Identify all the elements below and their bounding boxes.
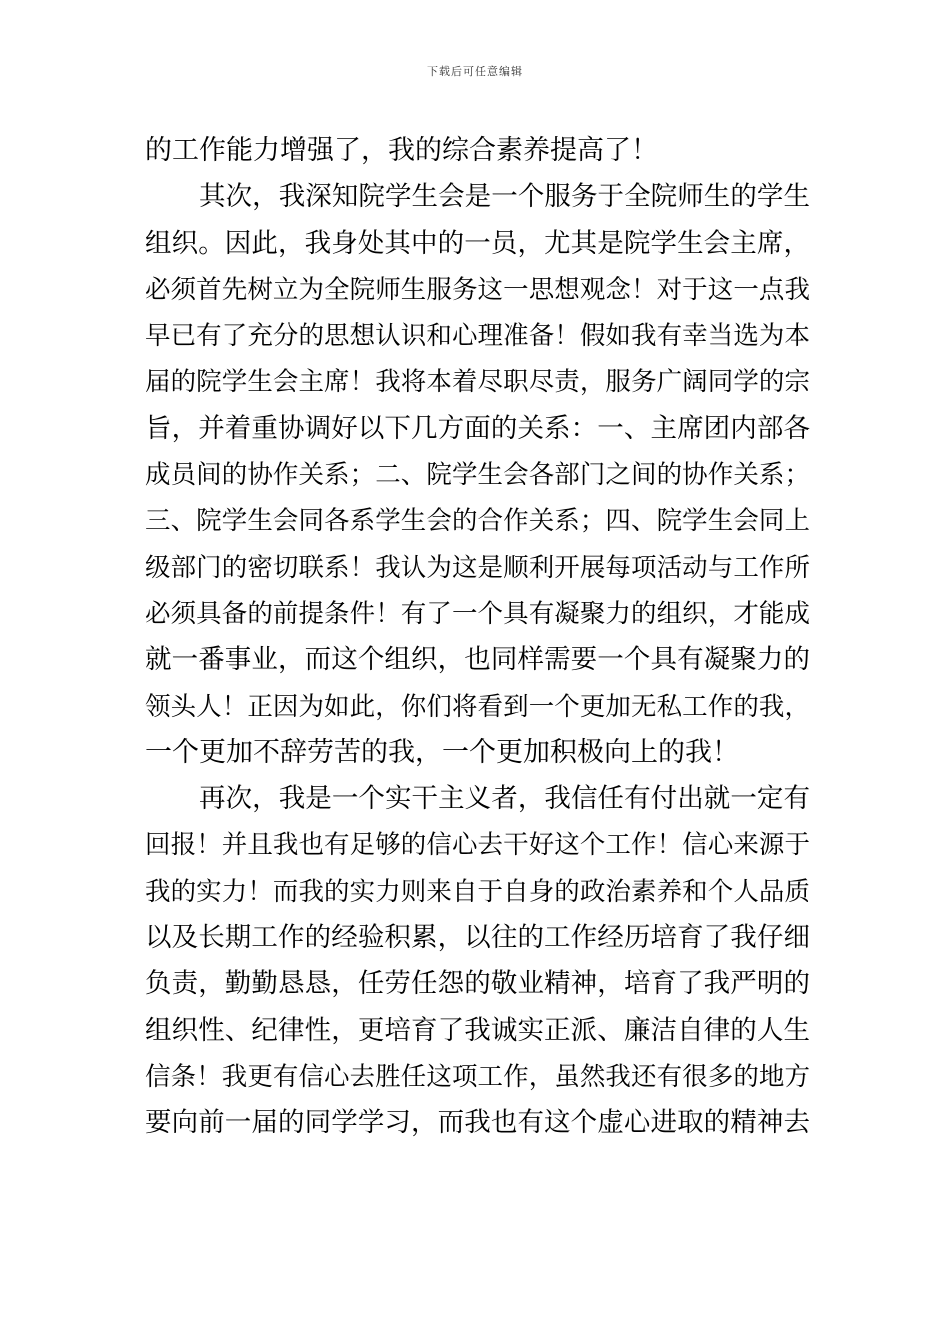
text-line: 领头人！正因为如此，你们将看到一个更加无私工作的我， xyxy=(145,691,810,722)
text-line: 级部门的密切联系！我认为这是顺利开展每项活动与工作所 xyxy=(145,552,810,583)
text-line: 组织。因此，我身处其中的一员，尤其是院学生会主席， xyxy=(145,227,810,259)
text-line: 早已有了充分的思想认识和心理准备！假如我有幸当选为本 xyxy=(145,321,810,352)
text-line: 一个更加不辞劳苦的我，一个更加积极向上的我！ xyxy=(145,736,739,768)
text-line: 成员间的协作关系；二、院学生会各部门之间的协作关系； xyxy=(145,460,810,491)
text-line: 组织性、纪律性，更培育了我诚实正派、廉洁自律的人生 xyxy=(145,1014,810,1046)
text-line: 必须首先树立为全院师生服务这一思想观念！对于这一点我 xyxy=(145,274,810,305)
text-line: 的工作能力增强了，我的综合素养提高了！ xyxy=(145,135,658,166)
text-line: 就一番事业，而这个组织，也同样需要一个具有凝聚力的 xyxy=(145,644,810,676)
text-line: 旨，并着重协调好以下几方面的关系：一、主席团内部各 xyxy=(145,412,810,444)
text-line: 以及长期工作的经验积累，以往的工作经历培育了我仔细 xyxy=(145,922,810,954)
text-line: 三、院学生会同各系学生会的合作关系；四、院学生会同上 xyxy=(145,506,810,537)
text-line: 届的院学生会主席！我将本着尽职尽责，服务广阔同学的宗 xyxy=(145,367,810,398)
paragraph-start-line: 再次，我是一个实干主义者，我信任有付出就一定有 xyxy=(199,783,810,815)
text-line: 必须具备的前提条件！有了一个具有凝聚力的组织，才能成 xyxy=(145,598,810,629)
text-line: 我的实力！而我的实力则来自于自身的政治素养和个人品质 xyxy=(145,876,810,907)
paragraph-start-line: 其次，我深知院学生会是一个服务于全院师生的学生 xyxy=(199,181,810,213)
text-line: 负责，勤勤恳恳，任劳任怨的敬业精神，培育了我严明的 xyxy=(145,968,810,1000)
page-header: 下载后可任意编辑 xyxy=(427,65,523,78)
document-body xyxy=(145,128,810,1147)
text-line: 信条！我更有信心去胜任这项工作，虽然我还有很多的地方 xyxy=(145,1061,810,1092)
text-line: 回报！并且我也有足够的信心去干好这个工作！信心来源于 xyxy=(145,830,810,861)
text-line: 要向前一届的同学学习，而我也有这个虚心进取的精神去 xyxy=(145,1107,810,1139)
